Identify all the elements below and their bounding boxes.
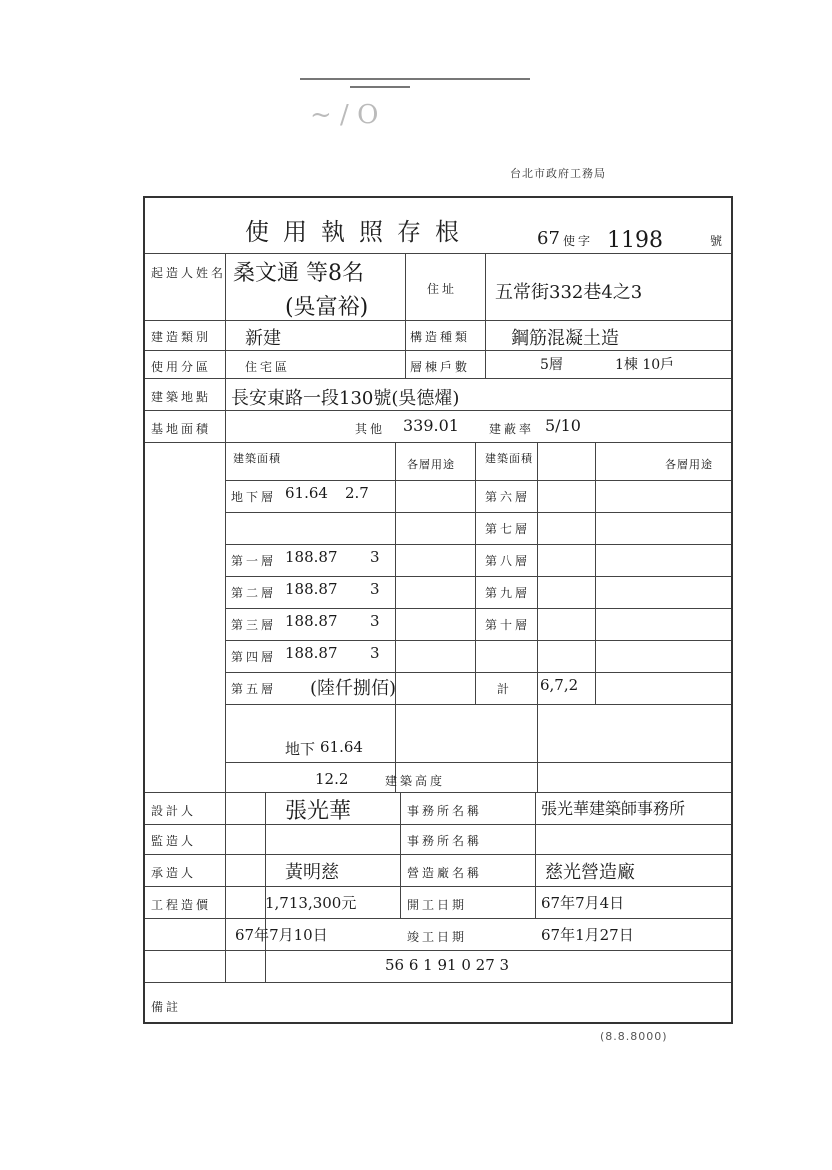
builder-label: 起造人姓名 [151,266,227,280]
site-area-label: 基地面積 [151,422,212,436]
address-value: 五常街332巷4之3 [495,282,643,303]
building-type-label: 建造類別 [151,330,212,344]
top-right-stamp: 台北市政府工務局 [510,167,606,180]
basement-row-label: 地下 [285,740,316,758]
complete-date-value: 67年1月27日 [541,926,634,944]
start-date-label: 開工日期 [407,898,468,912]
footer-code: (8.8.8000) [600,1030,668,1043]
contractor-label: 承造人 [151,866,197,880]
structure-type-value: 鋼筋混凝土造 [511,328,619,349]
license-suffix: 號 [710,234,726,248]
building-height-value: 12.2 [315,770,349,788]
remarks-value: 56 6 1 91 0 27 3 [385,956,510,974]
col-header-use-2: 各層用途 [665,458,713,471]
col-header-area-2: 建築面積 [485,452,533,465]
building-height-label: 建築高度 [385,774,446,788]
builder-name-2: (吳富裕) [285,295,369,320]
floor2-area: 188.87 [285,580,338,598]
floor7-label: 第七層 [485,522,531,536]
cost-label: 工程造價 [151,898,212,912]
floor1-label: 第一層 [231,554,277,568]
header-stamp-mark [300,78,530,80]
contractor-office: 慈光營造廠 [545,862,635,883]
header-stamp-mark [350,86,410,88]
floor2-label: 第二層 [231,586,277,600]
issue-date-value: 67年7月10日 [235,926,328,944]
form-title: 使用執照存根 [245,218,473,246]
basement-area: 61.64 [285,484,328,502]
builder-name: 桑文通 等8名 [233,261,364,286]
cost-value: 1,713,300元 [265,894,357,912]
site-area-value: 339.01 [403,416,459,435]
designer-office: 張光華建築師事務所 [541,799,686,818]
floor9-label: 第九層 [485,586,531,600]
floor4-area: 188.87 [285,644,338,662]
basement-label: 地下層 [231,490,277,504]
complete-date-label: 竣工日期 [407,930,468,944]
site-location-value: 長安東路一段130號(吳德燿) [231,388,460,409]
floor4-label: 第四層 [231,650,277,664]
floor2-height: 3 [370,580,380,598]
floor1-area: 188.87 [285,548,338,566]
col-header-area: 建築面積 [233,452,281,465]
floor5-label: 第五層 [231,682,277,696]
total-value: 6,7,2 [540,676,579,694]
floors-value: 5層 [540,357,563,373]
floor5-value: (陸仟捌佰) [310,678,397,699]
license-year: 67 [537,228,560,249]
supervisor-office-label: 事務所名稱 [407,834,483,848]
col-header-use: 各層用途 [407,458,455,471]
basement-row-value: 61.64 [320,738,363,756]
households-value: 1棟 10戶 [615,357,675,373]
floor3-label: 第三層 [231,618,277,632]
total-label: 計 [497,682,513,696]
contractor-office-label: 營造廠名稱 [407,866,483,880]
coverage-value: 5/10 [545,416,581,435]
site-area-other: 其他 [355,422,386,436]
designer-name: 張光華 [285,799,352,824]
basement-height: 2.7 [345,484,369,502]
floor10-label: 第十層 [485,618,531,632]
license-label: 使字 [563,234,594,248]
license-number: 1198 [607,228,663,253]
notes-label: 備註 [151,1000,182,1014]
floor6-label: 第六層 [485,490,531,504]
supervisor-label: 監造人 [151,834,197,848]
designer-label: 設計人 [151,804,197,818]
floor3-area: 188.87 [285,612,338,630]
address-label: 住址 [427,282,458,296]
site-location-label: 建築地點 [151,390,212,404]
structure-type-label: 構造種類 [410,330,471,344]
floor8-label: 第八層 [485,554,531,568]
floor4-height: 3 [370,644,380,662]
faded-stamp: ~ / O [310,100,379,130]
use-zone-label: 使用分區 [151,360,212,374]
contractor-name: 黃明慈 [285,862,339,883]
coverage-label: 建蔽率 [489,422,535,436]
use-zone-value: 住宅區 [245,360,291,374]
floor3-height: 3 [370,612,380,630]
start-date-value: 67年7月4日 [541,894,625,912]
floors-households-label: 層棟戶數 [410,360,471,374]
floor1-height: 3 [370,548,380,566]
building-type-value: 新建 [245,328,281,349]
designer-office-label: 事務所名稱 [407,804,483,818]
license-stub-form [143,196,733,1024]
